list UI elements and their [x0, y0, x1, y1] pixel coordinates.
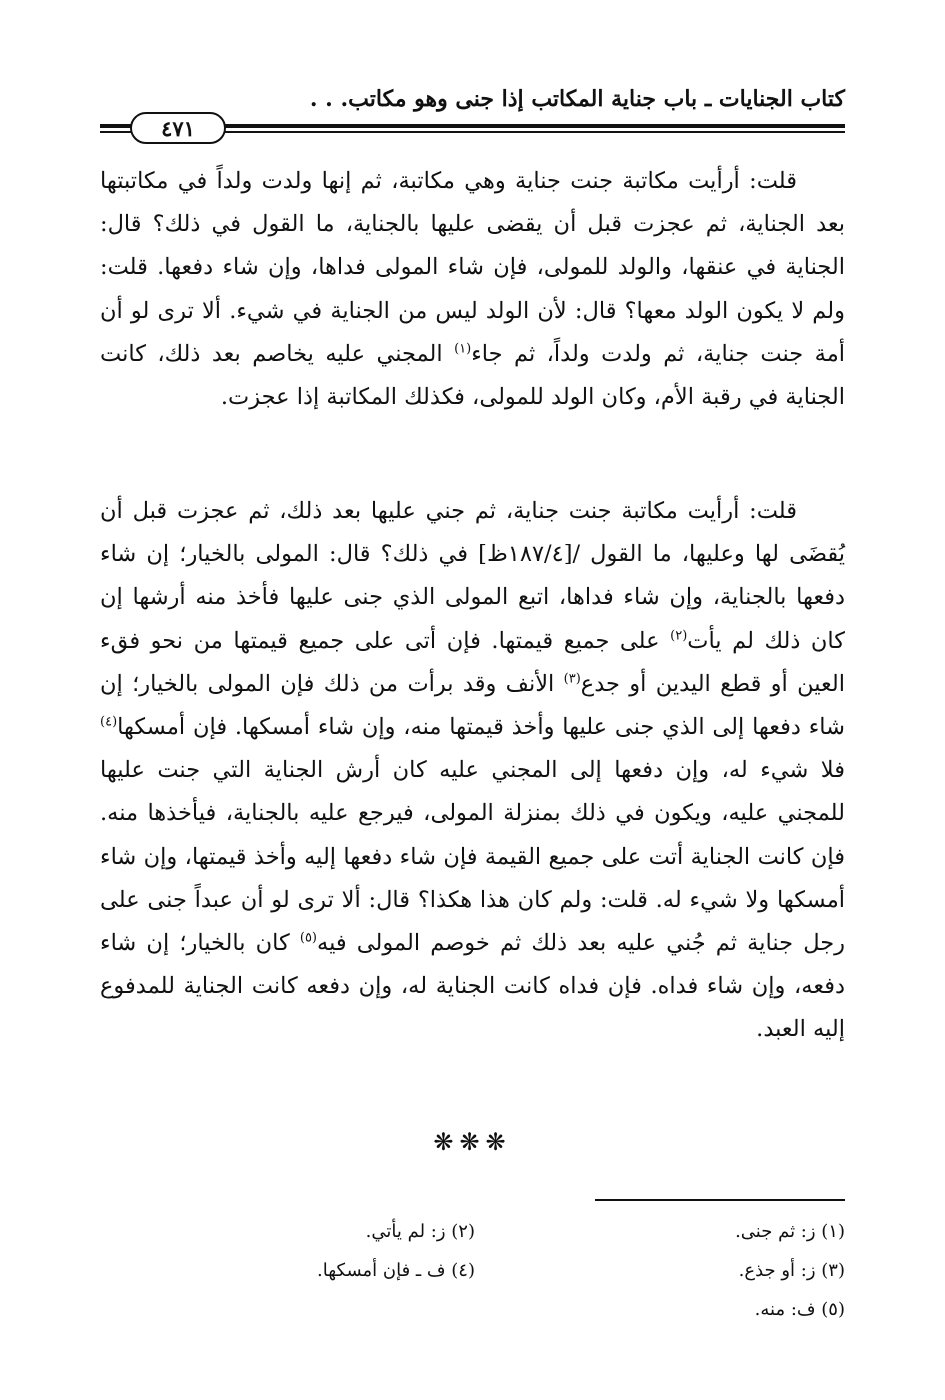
- footnote-ref-2: (٢): [670, 628, 688, 644]
- paragraph-2: [100, 490, 845, 1052]
- footnote-ref-3: (٣): [563, 671, 581, 687]
- footnotes: [100, 1212, 845, 1329]
- footnote-2: (٢) ز: لم يأتي.: [365, 1221, 475, 1242]
- section-separator: ❋❋❋: [433, 1128, 512, 1156]
- footnote-1: (١) ز: ثم جنى.: [735, 1221, 845, 1242]
- paragraph-1-text: [100, 160, 845, 419]
- footnote-ref-5: (٥): [299, 930, 317, 946]
- footnote-ref-4: (٤): [100, 714, 118, 730]
- paragraph-2-part-c: الأنف وقد برأت من ذلك فإن المولى بالخيار؛ إن شاء دفعها إلى الذي جنى عليها وأخذ قيمتها منه، وإن شاء أمسكها. فإن أمسكها: [100, 670, 845, 741]
- footnote-3: (٣) ز: أو جذع.: [738, 1260, 845, 1281]
- footnote-row: [100, 1212, 845, 1251]
- paragraph-2-part-a: قلت: أرأيت مكاتبة جنت جناية، ثم جني عليها بعد ذلك، ثم عجزت قبل أن يُقضَى لها وعليها، ما القول /[١٨٧/٤ظ] في ذلك؟ قال: المولى بالخيار؛ إن شاء دفعها بالجناية، وإن شاء فداها، اتبع المولى الذي جنى عليها فأخذ منه أرشها إن كان ذلك لم يأت: [100, 498, 845, 654]
- footnote-row: [100, 1251, 845, 1290]
- running-title: كتاب الجنايات ـ باب جناية المكاتب إذا جنى وهو مكاتب. . .: [309, 86, 845, 112]
- footnote-4: (٤) ف ـ فإن أمسكها.: [317, 1260, 475, 1281]
- paragraph-1-part-a: قلت: أرأيت مكاتبة جنت جناية وهي مكاتبة، ثم إنها ولدت ولداً في مكاتبتها بعد الجناية، ثم عجزت قبل أن يقضى عليها بالجناية، ما القول في ذلك؟ قال: الجناية في عنقها، والولد للمولى، فإن شاء المولى فداها، وإن شاء دفعها. قلت: ولم لا يكون الولد معها؟ قال: لأن الولد ليس من الجناية في شيء. ألا ترى لو أن أمة جنت جناية، ثم ولدت ولداً، ثم جاء: [100, 168, 845, 367]
- paragraph-1-part-b: المجني عليه يخاصم بعد ذلك، كانت الجناية في رقبة الأم، وكان الولد للمولى، فكذلك المكاتبة إذا عجزت.: [100, 340, 845, 411]
- paragraph-2-part-b: على جميع قيمتها. فإن أتى على جميع قيمتها من نحو فقء العين أو قطع اليدين أو جدع: [100, 627, 845, 697]
- footnote-rule: [595, 1199, 845, 1201]
- footnote-5: (٥) ف: منه.: [754, 1299, 845, 1320]
- footnote-ref-1: (١): [454, 341, 472, 357]
- footnote-row: [100, 1290, 845, 1329]
- page-header: [100, 78, 845, 148]
- paragraph-1: [100, 160, 845, 419]
- page-number: ٤٧١: [130, 112, 226, 144]
- paragraph-2-part-e: كان بالخيار؛ إن شاء دفعه، وإن شاء فداه. فإن فداه كانت الجناية له، وإن دفعه كانت الجناية للمدفوع إليه العبد.: [100, 930, 845, 1043]
- paragraph-2-part-d: فلا شيء له، وإن دفعها إلى المجني عليه كان أرش الجناية التي جنت عليها للمجني عليه، ويكون في ذلك بمنزلة المولى، فيرجع عليه بالجناية، فيأخذها منه. فإن كانت الجناية أتت على جميع القيمة فإن شاء دفعها إليه وأخذ قيمتها، وإن شاء أمسكها ولا شيء له. قلت: ولم كان هذا هكذا؟ قال: ألا ترى لو أن عبداً جنى على رجل جناية ثم جُني عليه بعد ذلك ثم خوصم المولى فيه: [100, 757, 846, 957]
- paragraph-2-text: [100, 490, 845, 1052]
